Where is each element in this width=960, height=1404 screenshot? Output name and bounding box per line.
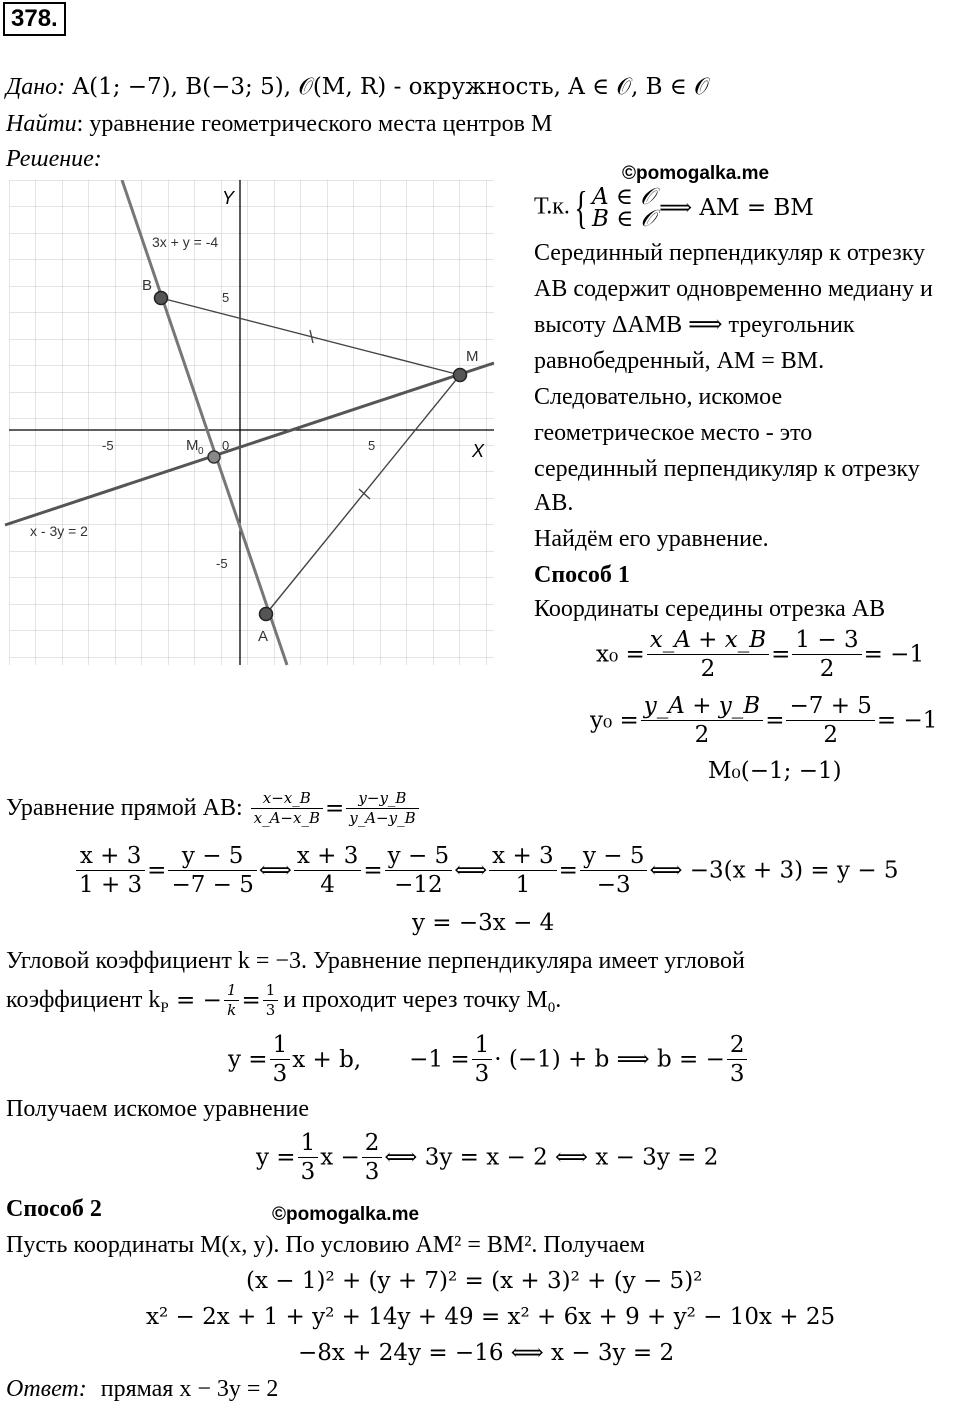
- slope-frac-13: [263, 982, 279, 1020]
- final-eq-f1n: 1: [298, 1130, 319, 1158]
- chain-equation: $\frac{x + 3}{1 + 3}$ = $\frac{y - 5}{-7 - 5}$ ⟺ $\frac{x + 3}{4}$ = $\frac{y - 5}{-12}$ ⟺ $\frac{x + 3}{1}$ = $\frac{y - 5}{-3}$ ⟺ −3(x + 3) = y − 5: [74, 843, 899, 899]
- point-m0-sub: 0: [198, 446, 204, 457]
- line-eq-frac1: [251, 790, 323, 828]
- slope-period: .: [555, 986, 562, 1013]
- system-brace: {: [574, 182, 588, 233]
- right-p3: высоту ΔAMB ⟹ треугольник: [534, 312, 855, 338]
- solution-label: Решение:: [6, 146, 102, 172]
- point-m0-label: M: [186, 437, 199, 454]
- x0-lhs: x₀ =: [596, 641, 645, 668]
- final-eq-f1d: 3: [300, 1159, 316, 1186]
- tick-neg5-x: -5: [102, 438, 114, 453]
- problem-number: 378.: [3, 2, 66, 36]
- y-axis-label: Y: [222, 188, 235, 208]
- line-eq-frac2-den: y_A−y_B: [349, 809, 416, 828]
- chain-frac-d: [385, 843, 453, 899]
- chain-f-den: −3: [596, 872, 631, 899]
- tick-neg5-y: -5: [216, 556, 228, 571]
- slope-k-sub: P: [160, 1000, 169, 1017]
- chain-d-num: y − 5: [385, 843, 453, 871]
- line-ab-result: y = −3x − 4: [412, 910, 555, 936]
- line-eq-frac2: [346, 790, 418, 828]
- b-eq-f2d: 3: [474, 1061, 490, 1088]
- slope-line-1: Угловой коэффициент k = −3. Уравнение перпендикуляра имеет угловой: [6, 948, 745, 974]
- slope-frac-1k: [224, 982, 240, 1020]
- watermark-bottom: ©pomogalka.me: [272, 1204, 420, 1225]
- slope-line-2: [6, 982, 561, 1020]
- slope-1k-den: k: [227, 1001, 237, 1020]
- y0-frac2: [786, 693, 874, 749]
- x-axis-label: X: [472, 441, 485, 461]
- x0-frac1-num: x_A + x_B: [647, 627, 769, 655]
- x0-frac2: [792, 627, 861, 683]
- line-ab-label: 3x + y = -4: [152, 234, 219, 250]
- m0-point: M₀(−1; −1): [708, 758, 842, 784]
- y0-formula: y₀ = $\frac{y\_A + y\_B}{2}$ = $\frac{-7 + 5}{2}$ = −1: [590, 693, 938, 749]
- slope-1k-num: 1: [224, 982, 240, 1001]
- given-label: Дано:: [6, 74, 66, 100]
- chain-e-num: x + 3: [489, 843, 557, 871]
- point-b: [155, 292, 168, 305]
- final-eq-p1: y =: [256, 1144, 296, 1171]
- chain-f-num: y − 5: [580, 843, 648, 871]
- right-p9: Найдём его уравнение.: [534, 526, 769, 552]
- tick-origin: 0: [222, 438, 230, 453]
- x0-frac1-den: 2: [700, 656, 716, 683]
- get-equation-text: Получаем искомое уравнение: [6, 1096, 309, 1122]
- y0-frac2-den: 2: [823, 722, 839, 749]
- system-line-1: A ∈ 𝒪: [592, 184, 655, 210]
- find-text: : уравнение геометрического места центров M: [76, 111, 553, 137]
- final-eq-f2n: 2: [362, 1130, 383, 1158]
- line-ab-equation: Уравнение прямой AB: $\frac{x-x\_B}{x\_A-x\_B}$ = $\frac{y-y\_B}{y\_A-y\_B}$: [6, 790, 421, 828]
- given-text: A(1; −7), B(−3; 5), 𝒪(M, R) - окружность, A ∈ 𝒪, B ∈ 𝒪: [65, 74, 709, 100]
- point-m-label: M: [466, 348, 479, 365]
- tick-5-y: 5: [222, 290, 230, 305]
- y0-frac2-num: −7 + 5: [786, 693, 874, 721]
- right-p1: Серединный перпендикуляр к отрезку: [534, 240, 926, 266]
- point-m0: [208, 451, 220, 463]
- right-p5: Следовательно, искомое: [534, 384, 783, 410]
- b-eq-p3: −1 =: [409, 1046, 470, 1073]
- method2-line1: Пусть координаты M(x, y). По условию AM² = BM². Получаем: [6, 1232, 645, 1258]
- answer-text: прямая x − 3y = 2: [100, 1376, 279, 1402]
- b-eq-f3n: 2: [727, 1032, 748, 1060]
- right-p8: AB.: [534, 490, 574, 516]
- coordinate-graph: [0, 180, 500, 670]
- b-eq-p2: x + b,: [292, 1046, 362, 1073]
- chain-frac-c: [294, 843, 362, 899]
- answer-line: [6, 1376, 278, 1404]
- watermark-top: ©pomogalka.me: [622, 163, 770, 184]
- chain-b-den: −7 − 5: [171, 872, 254, 899]
- b-eq-p1: y =: [228, 1046, 268, 1073]
- point-a: [260, 608, 273, 621]
- system-line-2: B ∈ 𝒪: [592, 206, 656, 232]
- slope-eq-minus: = −: [168, 987, 222, 1014]
- y0-frac1: [641, 693, 763, 749]
- x0-frac2-num: 1 − 3: [792, 627, 861, 655]
- midpoint-text: Координаты середины отрезка AB: [534, 596, 886, 622]
- b-eq-f3d: 3: [729, 1061, 745, 1088]
- final-eq-f2d: 3: [364, 1159, 380, 1186]
- b-equation: [228, 1032, 749, 1088]
- right-p2: AB содержит одновременно медиану и: [534, 276, 933, 302]
- chain-b-num: y − 5: [168, 843, 256, 871]
- line-eq-frac1-num: x−x_B: [251, 790, 323, 809]
- y0-frac1-num: y_A + y_B: [641, 693, 763, 721]
- slope-k-text: коэффициент k: [6, 986, 161, 1013]
- chain-frac-a: [76, 843, 145, 899]
- tk-label: Т.к.: [534, 193, 570, 220]
- slope-m0-sub: 0: [547, 1000, 556, 1017]
- x0-frac1: [647, 627, 769, 683]
- right-p6: геометрическое место - это: [534, 420, 813, 446]
- point-m: [454, 369, 467, 382]
- line-eq-label: Уравнение прямой AB:: [6, 794, 243, 821]
- chain-d-den: −12: [394, 872, 443, 899]
- b-eq-f1n: 1: [270, 1032, 291, 1060]
- b-eq-f1d: 3: [272, 1061, 288, 1088]
- answer-label: Ответ:: [6, 1376, 87, 1402]
- right-p7: серединный перпендикуляр к отрезку: [534, 456, 920, 482]
- chain-frac-b: [168, 843, 256, 899]
- final-equation: [256, 1130, 718, 1186]
- system-result: ⟹ AM = BM: [659, 194, 814, 221]
- point-b-label: B: [142, 277, 153, 294]
- b-eq-f2n: 1: [472, 1032, 493, 1060]
- chain-frac-e: [489, 843, 557, 899]
- tick-5-x: 5: [368, 438, 376, 453]
- slope-eq: =: [241, 987, 261, 1014]
- y0-lhs: y₀ =: [590, 707, 639, 734]
- chain-c-num: x + 3: [294, 843, 362, 871]
- chain-c-den: 4: [320, 872, 335, 899]
- final-eq-p2: x −: [320, 1144, 360, 1171]
- y0-result: = −1: [876, 707, 938, 734]
- line-perp-label: x - 3y = 2: [30, 523, 88, 539]
- find-label: Найти: [6, 111, 77, 137]
- b-eq-frac3: [727, 1032, 748, 1088]
- y0-frac1-den: 2: [694, 722, 710, 749]
- b-eq-frac1: [270, 1032, 291, 1088]
- line-eq-frac1-den: x_A−x_B: [253, 809, 320, 828]
- slope-through-point: и проходит через точку M: [283, 986, 548, 1013]
- b-eq-p4: · (−1) + b ⟹ b = −: [494, 1046, 725, 1073]
- chain-a-num: x + 3: [76, 843, 145, 871]
- chain-frac-f: [580, 843, 648, 899]
- chain-a-den: 1 + 3: [79, 872, 143, 899]
- point-a-label: A: [258, 628, 269, 645]
- slope-13-den: 3: [265, 1001, 276, 1020]
- method2-eq1: (x − 1)² + (y + 7)² = (x + 3)² + (y − 5)²: [246, 1268, 703, 1294]
- method1-title: Способ 1: [534, 562, 630, 588]
- final-eq-p3: ⟺ 3y = x − 2 ⟺ x − 3y = 2: [384, 1144, 719, 1171]
- x0-formula: x₀ = $\frac{x\_A + x\_B}{2}$ = $\frac{1 - 3}{2}$ = −1: [596, 627, 925, 683]
- method2-title: Способ 2: [6, 1196, 102, 1222]
- find-line: [6, 111, 552, 139]
- x0-result: = −1: [863, 641, 925, 668]
- given-line: [6, 74, 709, 102]
- chain-tail: ⟺ −3(x + 3) = y − 5: [649, 857, 899, 884]
- slope-13-num: 1: [263, 982, 279, 1001]
- line-eq-frac2-num: y−y_B: [346, 790, 418, 809]
- final-eq-frac1: [298, 1130, 319, 1186]
- method2-eq2: x² − 2x + 1 + y² + 14y + 49 = x² + 6x + 9 + y² − 10x + 25: [146, 1304, 836, 1330]
- chain-e-den: 1: [515, 872, 531, 899]
- tk-system: [534, 182, 814, 233]
- x0-frac2-den: 2: [819, 656, 835, 683]
- system-lines: [592, 186, 655, 230]
- method2-eq3: −8x + 24y = −16 ⟺ x − 3y = 2: [298, 1340, 675, 1366]
- right-p4: равнобедренный, AM = BM.: [534, 348, 825, 374]
- final-eq-frac2: [362, 1130, 383, 1186]
- b-eq-frac2: [472, 1032, 493, 1088]
